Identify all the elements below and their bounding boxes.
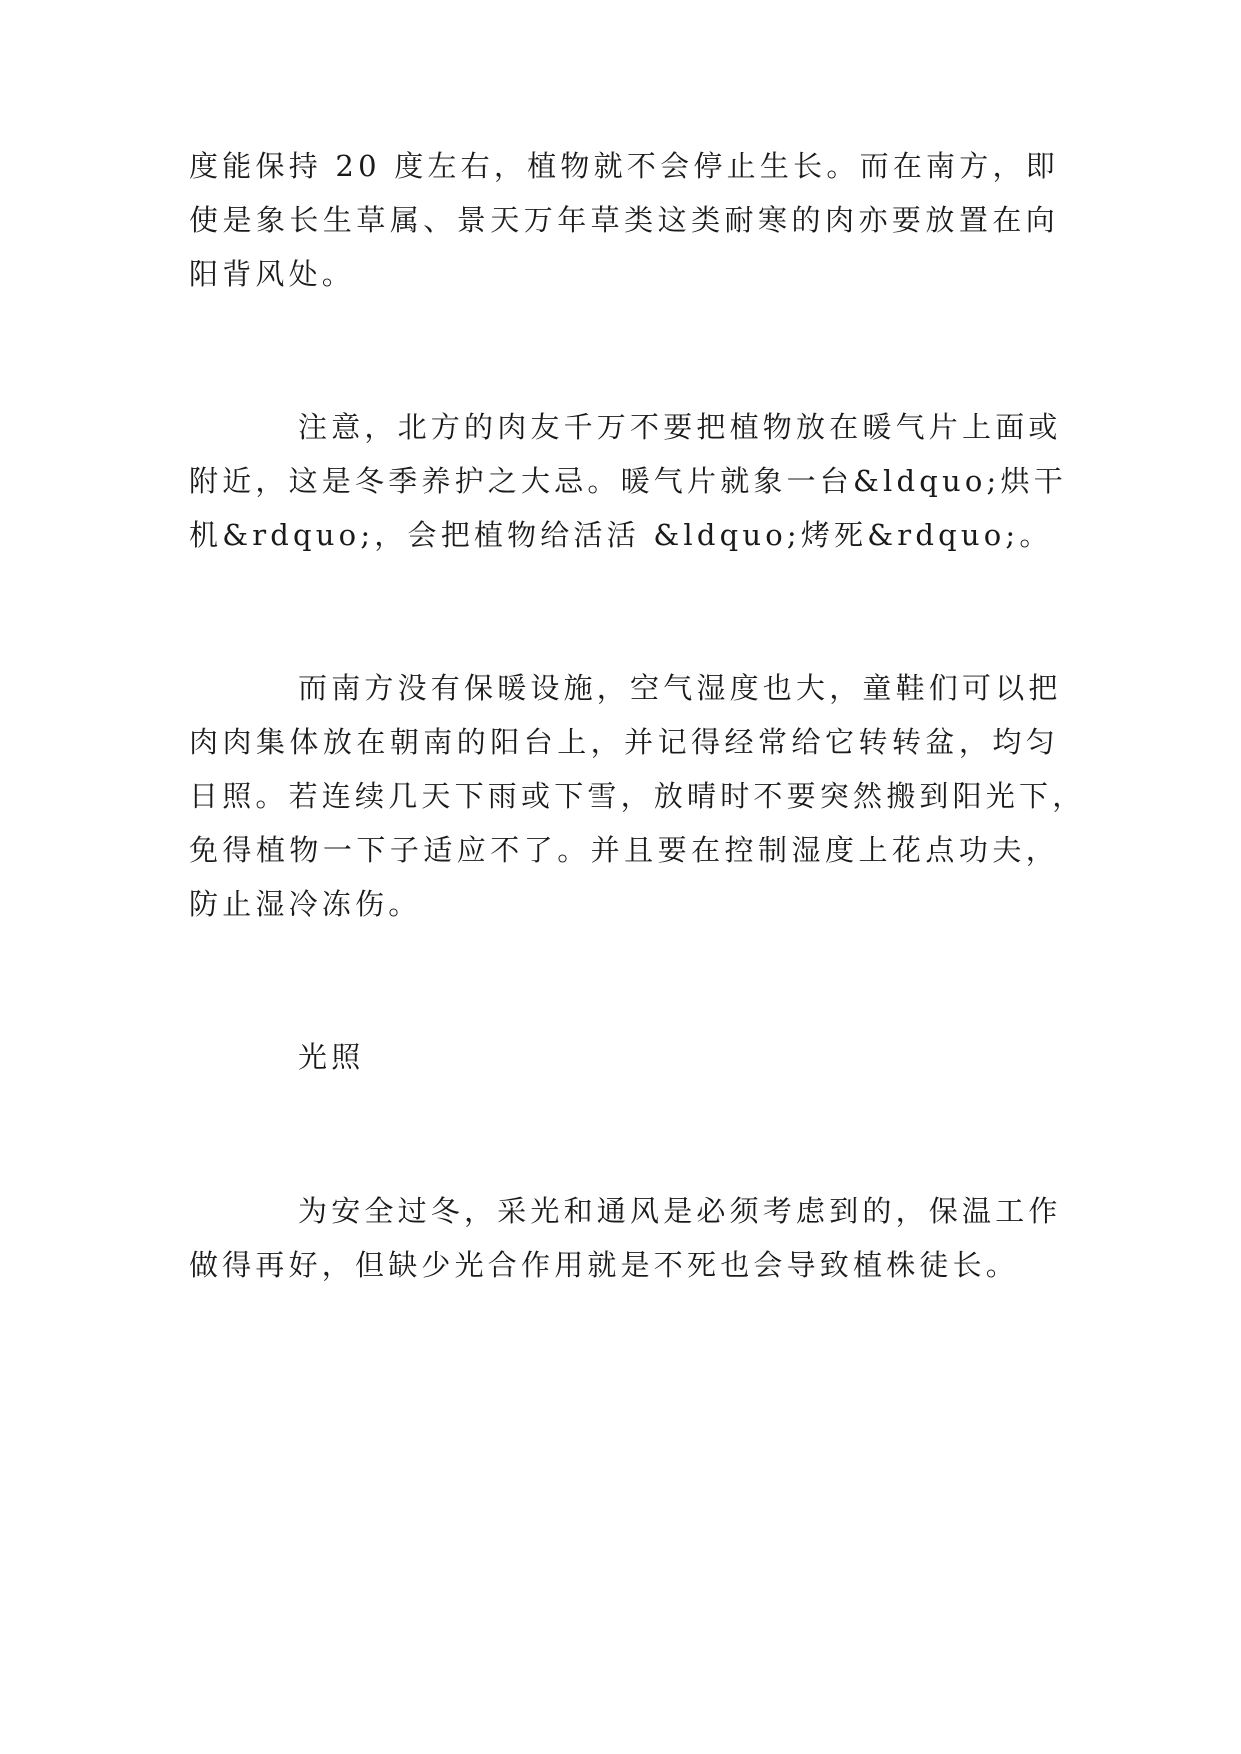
paragraph-line: 免得植物一下子适应不了。并且要在控制湿度上花点功夫，	[189, 833, 1059, 867]
paragraph-line: 注意，北方的肉友千万不要把植物放在暖气片上面或	[298, 410, 1062, 444]
paragraph-line: 为安全过冬，采光和通风是必须考虑到的，保温工作	[298, 1194, 1062, 1228]
paragraph-line: 而南方没有保暖设施，空气湿度也大，童鞋们可以把	[298, 671, 1062, 705]
paragraph-line: 附近，这是冬季养护之大忌。暖气片就象一台&ldquo;烘干	[189, 464, 1067, 498]
paragraph-line: 肉肉集体放在朝南的阳台上，并记得经常给它转转盆，均匀	[189, 725, 1059, 759]
paragraph-line: 使是象长生草属、景天万年草类这类耐寒的肉亦要放置在向	[189, 203, 1059, 237]
paragraph-line: 防止湿冷冻伤。	[189, 887, 422, 921]
paragraph-line: 做得再好，但缺少光合作用就是不死也会导致植株徒长。	[189, 1248, 1020, 1282]
paragraph-line: 机&rdquo;，会把植物给活活 &ldquo;烤死&rdquo;。	[189, 518, 1053, 552]
section-heading: 光照	[298, 1040, 365, 1074]
paragraph-line: 度能保持 20 度左右，植物就不会停止生长。而在南方，即	[189, 149, 1059, 183]
paragraph-line: 日照。若连续几天下雨或下雪，放晴时不要突然搬到阳光下，	[189, 779, 1086, 813]
paragraph-line: 阳背风处。	[189, 257, 356, 291]
